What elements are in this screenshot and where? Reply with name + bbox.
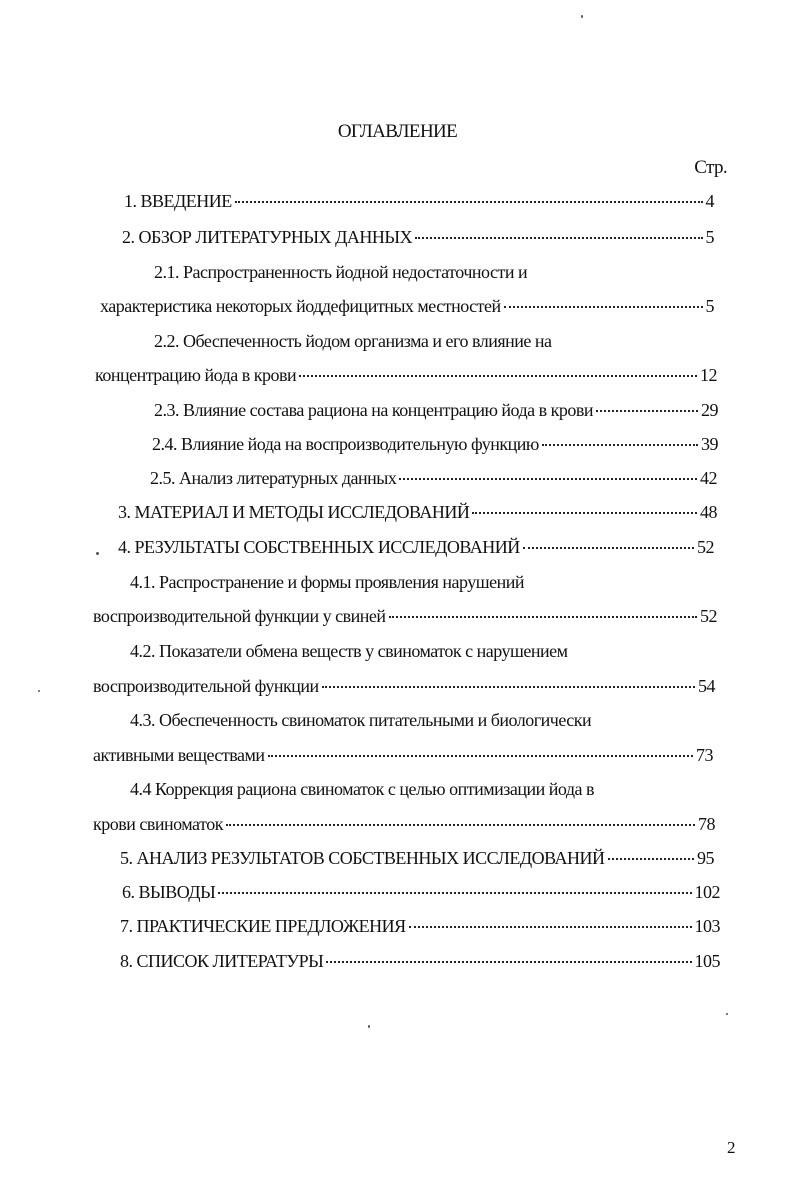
toc-entry-title: 2.1. Распространенность йодной недостаточности и [154,262,528,282]
toc-entry-title: 2.5. Анализ литературных данных [150,468,397,488]
dot-leader [326,960,691,963]
toc-entry-title: воспроизводительной функции у свиней [93,606,386,626]
toc-entry [95,364,717,386]
toc-entry [100,295,714,317]
toc-entry-page: 4 [705,191,714,211]
toc-entry-page: 48 [700,502,717,522]
toc-entry-page: 12 [700,365,717,385]
toc-entry [93,675,715,697]
toc-entry-title: 4.4 Коррекция рациона свиноматок с целью оптимизации йода в [130,779,595,799]
toc-entry-page: 102 [694,882,720,902]
toc-entry-page: 54 [698,676,715,696]
dot-leader [218,891,691,894]
dot-leader [235,200,703,203]
toc-entry [118,536,714,558]
toc-entry [150,467,717,489]
toc-entry [120,950,720,972]
dot-leader [409,925,692,928]
toc-entry-page: 5 [705,296,714,316]
dot-leader [226,823,695,826]
dot-leader [608,857,694,860]
page-number: 2 [727,1138,736,1157]
toc-entry-page: 52 [700,606,717,626]
toc-entry-page: 78 [698,814,715,834]
toc-entry [118,501,717,523]
scan-speck [96,552,99,555]
toc-entry [93,813,715,835]
toc-entry-title: 2.4. Влияние йода на воспроизводительную функцию [152,434,539,454]
scan-speck [581,15,583,18]
toc-entry-title: 4.2. Показатели обмена веществ у свиноматок с нарушением [130,641,568,661]
toc-entry [122,881,720,903]
dot-leader [268,754,693,757]
toc-entry-page: 39 [701,434,718,454]
toc-entry-title: 1. ВВЕДЕНИЕ [124,191,232,211]
toc-entry-page: 29 [701,400,718,420]
toc-entry [152,433,718,455]
toc-entry-title: характеристика некоторых йоддефицитных местностей [100,296,501,316]
dot-leader [322,685,695,688]
toc-entry-title: 4.1. Распространение и формы проявления нарушений [130,572,524,592]
scan-speck [38,690,40,692]
dot-leader [472,511,697,514]
toc-entry-page: 103 [694,916,720,936]
toc-entry-title: 8. СПИСОК ЛИТЕРАТУРЫ [120,951,324,971]
toc-entry-title: 4.3. Обеспеченность свиноматок питательными и биологически [130,710,592,730]
toc-entry-title: 2.3. Влияние состава рациона на концентрацию йода в крови [154,400,594,420]
dot-leader [523,546,694,549]
toc-entry [93,605,717,627]
toc-entry-title: 5. АНАЛИЗ РЕЗУЛЬТАТОВ СОБСТВЕННЫХ ИССЛЕДОВАНИЙ [120,848,605,868]
toc-entry [124,190,714,212]
dot-leader [504,305,703,308]
toc-entry-title: концентрацию йода в крови [95,365,297,385]
page-column-header: Стр. [694,157,727,178]
toc-entry [154,399,718,421]
scan-speck [368,1025,370,1028]
toc-entry-title: активными веществами [93,745,265,765]
toc-entry [93,744,713,766]
toc-entry-title: крови свиноматок [93,814,223,834]
toc-title: ОГЛАВЛЕНИЕ [337,121,458,142]
dot-leader [542,443,698,446]
toc-entry [120,915,720,937]
toc-entry-page: 5 [705,227,714,247]
dot-leader [299,374,697,377]
toc-entry-page: 52 [697,537,714,557]
dot-leader [596,409,698,412]
toc-entry-title: 2.2. Обеспеченность йодом организма и его влияние на [154,331,552,351]
toc-entry [120,847,714,869]
toc-entry-page: 95 [697,848,714,868]
toc-entry-page: 73 [696,745,713,765]
toc-entry-title: 6. ВЫВОДЫ [122,882,216,902]
dot-leader [389,615,697,618]
scan-speck [726,1013,728,1015]
toc-entry-title: 3. МАТЕРИАЛ И МЕТОДЫ ИССЛЕДОВАНИЙ [118,502,470,522]
toc-entry-title: 4. РЕЗУЛЬТАТЫ СОБСТВЕННЫХ ИССЛЕДОВАНИЙ [118,537,520,557]
toc-entry [122,226,714,248]
toc-entry-title: 2. ОБЗОР ЛИТЕРАТУРНЫХ ДАННЫХ [122,227,413,247]
toc-entry-page: 105 [694,951,720,971]
dot-leader [399,477,697,480]
dot-leader [415,236,702,239]
toc-entry-title: 7. ПРАКТИЧЕСКИЕ ПРЕДЛОЖЕНИЯ [120,916,406,936]
toc-entry-page: 42 [700,468,717,488]
toc-entry-title: воспроизводительной функции [93,676,319,696]
